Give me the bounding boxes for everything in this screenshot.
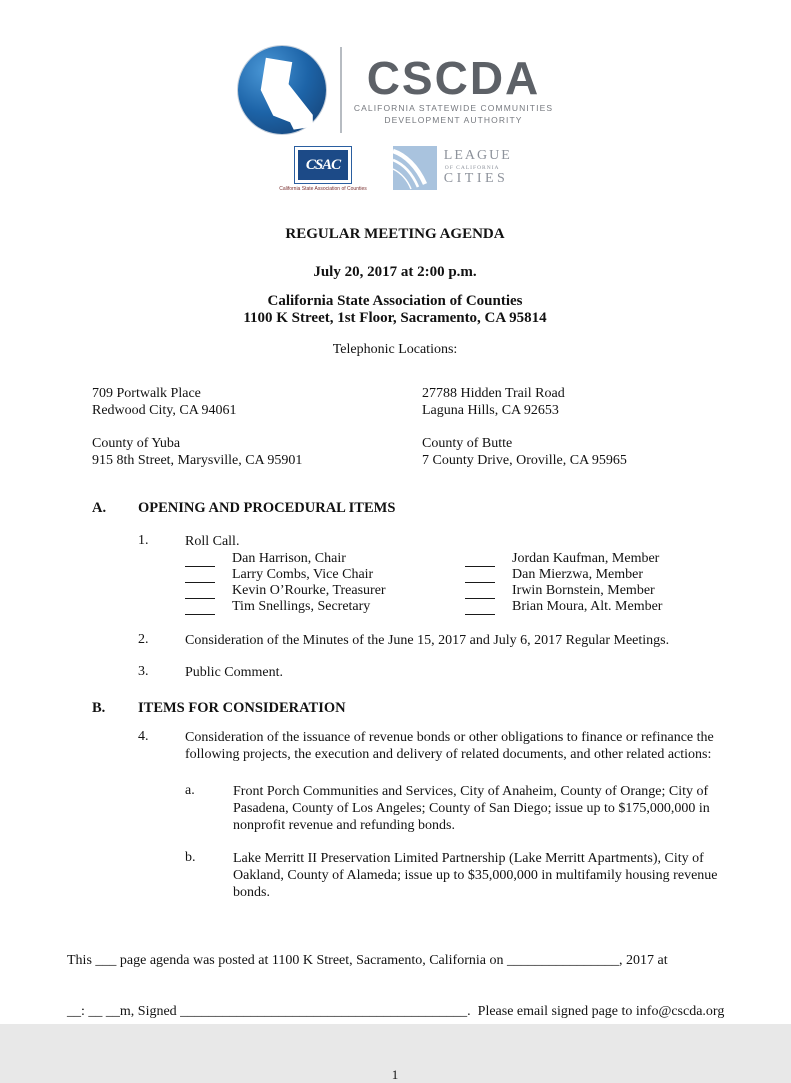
item-number: 3.: [138, 664, 149, 679]
agenda-item-4b: [185, 850, 723, 901]
section-letter: B.: [92, 700, 106, 716]
location-hidden-trail: [422, 385, 565, 419]
signature-blank: [465, 554, 495, 567]
item-number: 1.: [138, 533, 149, 548]
sub-item-text: Lake Merritt II Preservation Limited Partnership (Lake Merritt Apartments), City of Oakland, County of Alameda; issue up to $35,000,000 in multifamily housing revenue bonds.: [233, 851, 718, 900]
roll-call-name: Jordan Kaufman, Member: [512, 551, 660, 566]
location-row-1: [92, 385, 723, 419]
roll-call-row: [185, 567, 723, 583]
league-logo: [393, 146, 512, 190]
league-logo-text: [444, 146, 512, 186]
roll-call-name: Larry Combs, Vice Chair: [232, 567, 374, 582]
roll-call-row: [185, 583, 723, 599]
location-line: Laguna Hills, CA 92653: [422, 403, 559, 418]
agenda-item-1: [138, 533, 723, 550]
csac-logo: [279, 146, 367, 192]
league-cities: CITIES: [443, 171, 509, 186]
roll-call-row: [185, 551, 723, 567]
roll-call-entry: [465, 567, 643, 583]
roll-call-entry: [185, 567, 465, 583]
signature-blank: [185, 570, 215, 583]
roll-call-entry: [465, 583, 655, 599]
section-letter: A.: [92, 500, 107, 516]
roll-call-entry: [465, 599, 662, 615]
logo-divider: [340, 47, 342, 133]
meeting-datetime: July 20, 2017 at 2:00 p.m.: [313, 264, 477, 280]
roll-call-entry: [185, 583, 465, 599]
location-line: 915 8th Street, Marysville, CA 95901: [92, 453, 303, 468]
location-row-2: [92, 435, 723, 469]
sub-item-letter: b.: [185, 850, 196, 865]
item-text: Roll Call.: [185, 534, 240, 549]
roll-call-name: Dan Mierzwa, Member: [512, 567, 644, 582]
agenda-item-4: [138, 729, 723, 763]
league-of-california: OF CALIFORNIA: [444, 165, 500, 171]
page-number: 1: [391, 1067, 399, 1082]
csac-acronym: CSAC: [298, 150, 348, 180]
signature-blank: [185, 586, 215, 599]
roll-call-name: Brian Moura, Alt. Member: [512, 599, 663, 614]
cscda-logo-text: [353, 52, 554, 125]
roll-call-row: [185, 599, 723, 615]
signature-blank: [465, 602, 495, 615]
location-line: 709 Portwalk Place: [92, 386, 201, 401]
posting-statement: [67, 918, 747, 1054]
sub-item-text: Front Porch Communities and Services, City of Anaheim, County of Orange; City of Pasadena, County of Los Angeles; County of San Diego; issue up to $175,000,000 in nonprofit revenue and refunding bonds.: [233, 784, 710, 833]
signature-blank: [185, 554, 215, 567]
section-a-heading: [92, 500, 723, 517]
cscda-subtitle-line2: DEVELOPMENT AUTHORITY: [384, 115, 523, 125]
roll-call-name: Tim Snellings, Secretary: [232, 599, 371, 614]
document-body: [0, 226, 791, 1083]
roll-call-list: [185, 551, 723, 615]
league-word: LEAGUE: [443, 148, 512, 163]
roll-call-entry: [465, 551, 659, 567]
roll-call-entry: [185, 599, 465, 615]
sub-item-letter: a.: [185, 783, 195, 798]
posting-statement-line2: __: __ __m, Signed _________________________________________. Please email signed page to info@cscda.org: [67, 1004, 725, 1019]
meeting-venue: [67, 293, 723, 327]
location-line: 27788 Hidden Trail Road: [422, 386, 565, 401]
california-state-icon: [238, 46, 326, 134]
item-text: Consideration of the Minutes of the June 15, 2017 and July 6, 2017 Regular Meetings.: [185, 633, 670, 648]
location-line: 7 County Drive, Oroville, CA 95965: [422, 453, 627, 468]
cscda-logo: [0, 0, 791, 134]
agenda-item-4a: [185, 783, 723, 834]
section-title: OPENING AND PROCEDURAL ITEMS: [138, 500, 396, 516]
venue-address: 1100 K Street, 1st Floor, Sacramento, CA 95814: [243, 310, 547, 326]
item-text: Consideration of the issuance of revenue bonds or other obligations to finance or refinance the following projects, the execution and delivery of related documents, and other related actions:: [185, 730, 714, 762]
csac-logo-box: [294, 146, 352, 184]
item-text: Public Comment.: [185, 665, 283, 680]
cscda-subtitle-line1: CALIFORNIA STATEWIDE COMMUNITIES: [353, 103, 554, 113]
cscda-acronym: CSCDA: [366, 52, 541, 104]
location-line: Redwood City, CA 94061: [92, 403, 237, 418]
location-butte: [422, 435, 627, 469]
csac-caption: California State Association of Counties: [279, 186, 367, 192]
agenda-item-3: [138, 664, 723, 681]
roll-call-entry: [185, 551, 465, 567]
location-portwalk: [92, 385, 422, 419]
item-number: 2.: [138, 632, 149, 647]
document-title: REGULAR MEETING AGENDA: [285, 226, 505, 242]
location-line: County of Yuba: [92, 436, 181, 451]
telephonic-label: Telephonic Locations:: [332, 342, 458, 357]
section-title: ITEMS FOR CONSIDERATION: [138, 700, 346, 716]
section-b-heading: [92, 700, 723, 717]
agenda-item-2: [138, 632, 723, 649]
location-line: County of Butte: [422, 436, 513, 451]
roll-call-name: Kevin O’Rourke, Treasurer: [232, 583, 386, 598]
signature-blank: [465, 570, 495, 583]
roll-call-name: Irwin Bornstein, Member: [512, 583, 655, 598]
location-yuba: [92, 435, 422, 469]
signature-blank: [465, 586, 495, 599]
league-swoosh-icon: [393, 146, 437, 190]
roll-call-name: Dan Harrison, Chair: [232, 551, 346, 566]
item-number: 4.: [138, 729, 149, 744]
posting-statement-line1: This ___ page agenda was posted at 1100 K Street, Sacramento, California on ________________, 2017 at: [67, 953, 668, 968]
signature-blank: [185, 602, 215, 615]
venue-name: California State Association of Counties: [267, 293, 523, 309]
partner-logos: [0, 146, 791, 198]
